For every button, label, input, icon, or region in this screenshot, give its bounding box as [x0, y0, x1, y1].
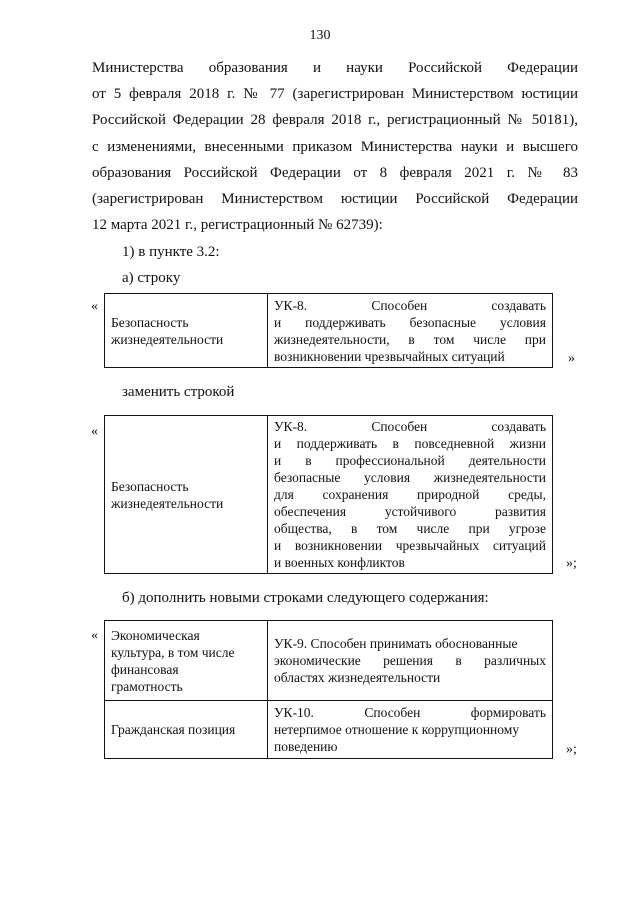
intro-line: от 5 февраля 2018 г. № 77 (зарегистрирован Министерством юстиции [92, 86, 578, 102]
table-cell-discipline: Гражданская позиция [105, 701, 268, 759]
open-quote: « [91, 424, 98, 439]
page-number: 130 [309, 28, 331, 43]
table-cell-discipline: Безопасность жизнедеятельности [105, 294, 268, 368]
close-quote: »; [566, 742, 577, 757]
open-quote: « [91, 628, 98, 643]
item-b: б) дополнить новыми строками следующего содержания: [122, 590, 489, 606]
table-cell-competency: УК-10. Способен формировать нетерпимое отношение к коррупционному поведению [268, 701, 553, 759]
intro-line: с изменениями, внесенными приказом Министерства науки и высшего [92, 139, 578, 155]
intro-line: образования Российской Федерации от 8 февраля 2021 г. № 83 [92, 165, 578, 181]
open-quote: « [91, 299, 98, 314]
item-a: а) строку [122, 270, 181, 286]
table-row [105, 621, 553, 701]
competency-table-old [104, 293, 553, 368]
table-cell-competency: УК-8. Способен создавать и поддерживать в повседневной жизни и в профессиональной деятельности безопасные условия жизнедеятельности для сохранения природной среды, обеспечения устойчивого развития общества, в том числе при угрозе и возникновении чрезвычайных ситуаций и военных конфликтов [268, 416, 553, 574]
table-row [105, 701, 553, 759]
competency-table-new [104, 415, 553, 574]
intro-line: Министерства образования и науки Российской Федерации [92, 60, 578, 76]
competency-table-added [104, 620, 553, 759]
table-cell-discipline: Экономическая культура, в том числе финансовая грамотность [105, 621, 268, 701]
intro-line: Российской Федерации 28 февраля 2018 г., регистрационный № 50181), [92, 112, 578, 128]
table-cell-competency: УК-8. Способен создавать и поддерживать безопасные условия жизнедеятельности, в том числе при возникновении чрезвычайных ситуаций [268, 294, 553, 368]
intro-line: 12 марта 2021 г., регистрационный № 62739): [92, 217, 383, 233]
item-1: 1) в пункте 3.2: [122, 244, 220, 260]
close-quote: »; [566, 556, 577, 571]
replace-text: заменить строкой [122, 384, 235, 400]
intro-line: (зарегистрирован Министерством юстиции Российской Федерации [92, 191, 578, 207]
table-cell-competency: УК-9. Способен принимать обоснованные экономические решения в различных областях жизнедеятельности [268, 621, 553, 701]
table-cell-discipline: Безопасность жизнедеятельности [105, 416, 268, 574]
close-quote: » [568, 351, 575, 366]
